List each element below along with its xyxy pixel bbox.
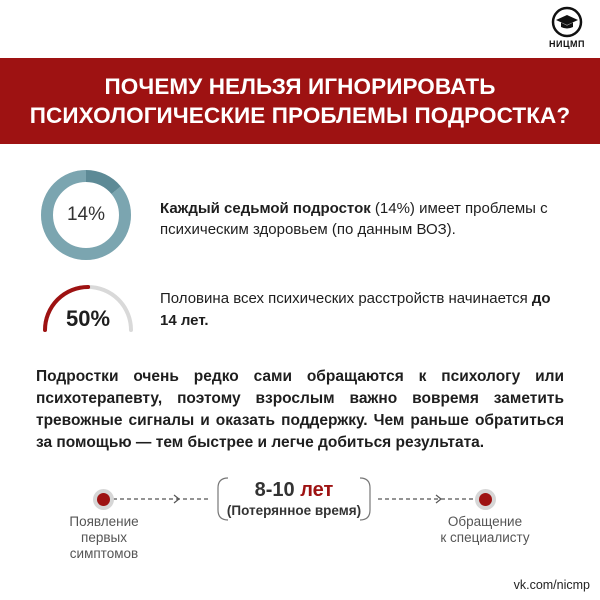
period-number: 8-10 — [254, 479, 295, 501]
period-unit: лет — [300, 479, 334, 501]
timeline-start-label — [54, 514, 154, 562]
end-label-line: Обращение — [447, 514, 523, 529]
end-label-line: к специалисту — [440, 530, 530, 545]
timeline-end-label — [425, 514, 545, 546]
footer-link[interactable]: vk.com/nicmp — [513, 578, 590, 592]
logo-text: НИЦМП — [548, 39, 585, 49]
stat2-value: 50% — [65, 306, 111, 331]
title-line-1: ПОЧЕМУ НЕЛЬЗЯ ИГНОРИРОВАТЬ — [104, 74, 496, 99]
stat1-value: 14% — [66, 204, 106, 225]
lost-time-box — [218, 478, 370, 528]
timeline-start-dot — [97, 493, 110, 506]
main-paragraph: Подростки очень редко сами обращаются к психологу или психотерапевту, поэтому взрослым важно вовремя заметить тревожные сигналы и оказать поддержку. Чем раньше обратиться за помощью — тем быстрее и легче добиться результата. — [36, 368, 564, 451]
stat1-description — [160, 198, 560, 240]
start-label-line: симптомов — [69, 546, 139, 561]
graduation-cap-icon — [551, 6, 583, 38]
timeline-end-dot — [479, 493, 492, 506]
stat2-text-bold: до 14 лет. — [160, 290, 551, 329]
logo — [535, 6, 599, 54]
stat2-description — [160, 288, 570, 332]
title-line-2: ПСИХОЛОГИЧЕСКИЕ ПРОБЛЕМЫ ПОДРОСТКА? — [29, 103, 571, 128]
start-label-line: Появление — [69, 514, 139, 529]
stat2-text-main: Половина всех психических расстройств начинается — [160, 290, 532, 307]
period-note: (Потерянное время) — [226, 503, 362, 518]
title-banner — [0, 58, 600, 144]
start-label-line: первых — [81, 530, 127, 545]
period-value — [218, 478, 370, 502]
stat1-text-bold: Каждый седьмой подросток — [160, 200, 371, 217]
timeline — [0, 470, 600, 570]
stat1-text-rest: (14%) имеет проблемы с психическим здоровьем (по данным ВОЗ). — [160, 200, 548, 238]
